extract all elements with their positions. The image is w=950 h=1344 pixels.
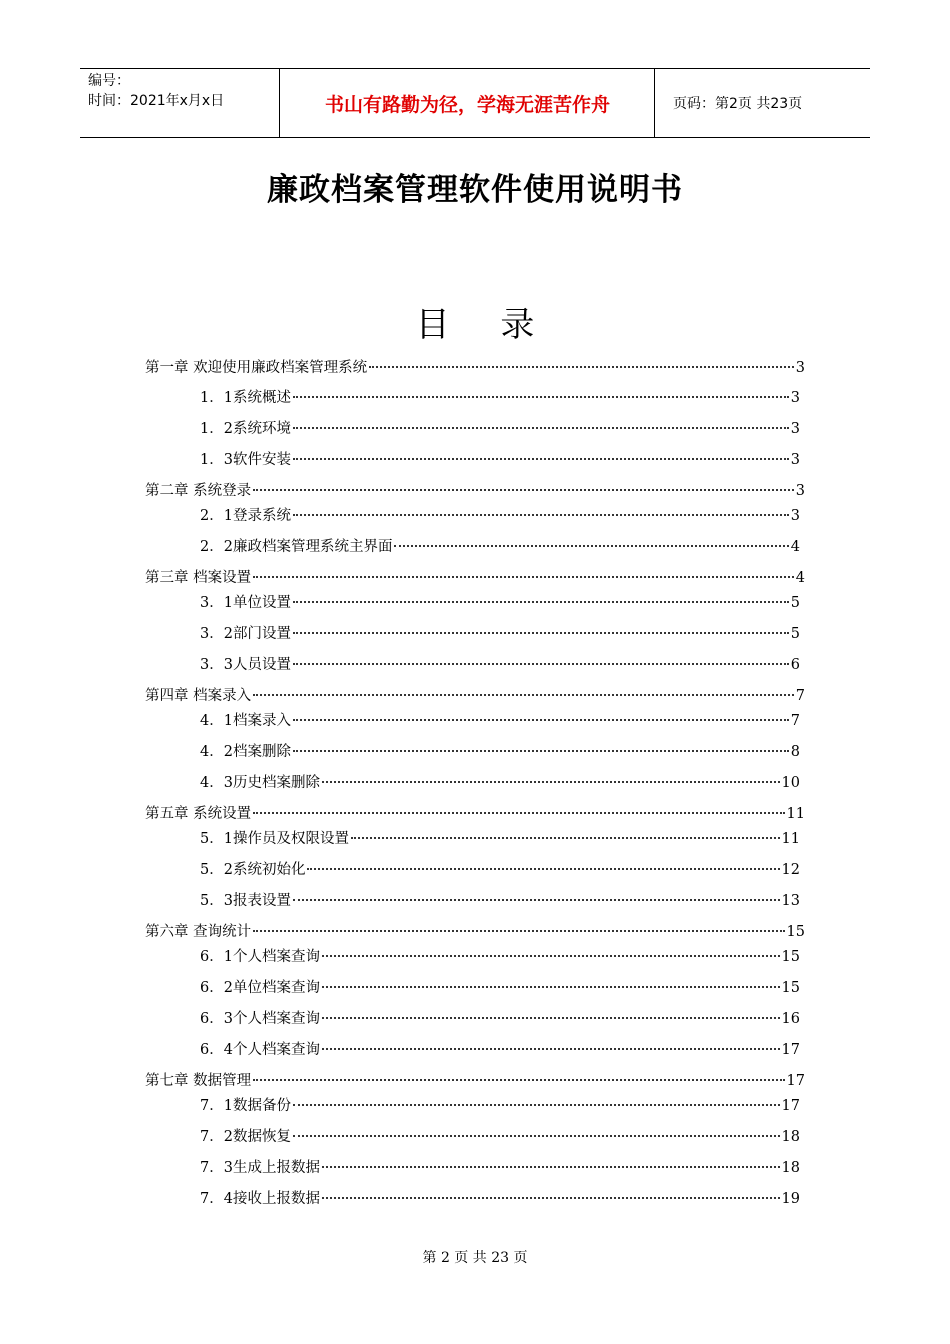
toc-entry-title: 3．1单位设置 (200, 595, 291, 611)
header-page-info (663, 69, 870, 137)
toc-leader-dots (293, 395, 789, 398)
toc-entry-title: 第七章 数据管理 (145, 1073, 252, 1089)
toc-leader-dots (293, 457, 789, 460)
header-meta (80, 69, 280, 137)
toc-leader-dots (293, 426, 789, 429)
toc-section-entry[interactable] (200, 1187, 800, 1207)
toc-entry-page: 11 (786, 806, 805, 822)
toc-entry-title: 6．3个人档案查询 (200, 1011, 320, 1027)
toc-entry-title: 5．3报表设置 (200, 893, 291, 909)
toc-leader-dots (253, 693, 794, 696)
toc-entry-page: 7 (790, 713, 800, 729)
toc-heading: 目 录 (415, 305, 555, 345)
toc-entry-page: 17 (786, 1073, 805, 1089)
toc-section-entry[interactable] (200, 827, 800, 847)
toc-chapter-entry[interactable] (145, 479, 805, 499)
toc-leader-dots (293, 749, 789, 752)
toc-leader-dots (394, 544, 788, 547)
toc-leader-dots (293, 600, 789, 603)
toc-chapter-entry[interactable] (145, 566, 805, 586)
toc-leader-dots (351, 836, 780, 839)
toc-entry-page: 5 (790, 595, 800, 611)
toc-entry-title: 4．3历史档案删除 (200, 775, 320, 791)
toc-leader-dots (293, 1134, 780, 1137)
toc-chapter-entry[interactable] (145, 356, 805, 376)
toc-entry-page: 3 (790, 421, 800, 437)
toc-entry-page: 17 (781, 1098, 800, 1114)
toc-leader-dots (293, 718, 789, 721)
toc-section-entry[interactable] (200, 591, 800, 611)
toc-section-entry[interactable] (200, 709, 800, 729)
toc-section-entry[interactable] (200, 976, 800, 996)
toc-chapter-entry[interactable] (145, 1069, 805, 1089)
toc-leader-dots (293, 662, 789, 665)
toc-entry-page: 6 (790, 657, 800, 673)
toc-entry-title: 第六章 查询统计 (145, 924, 252, 940)
toc-entry-title: 7．1数据备份 (200, 1098, 291, 1114)
toc-entry-title: 3．3人员设置 (200, 657, 291, 673)
toc-section-entry[interactable] (200, 1038, 800, 1058)
toc-leader-dots (322, 780, 780, 783)
toc-section-entry[interactable] (200, 1156, 800, 1176)
toc-entry-page: 11 (781, 831, 800, 847)
toc-entry-title: 第五章 系统设置 (145, 806, 252, 822)
toc-section-entry[interactable] (200, 740, 800, 760)
toc-leader-dots (253, 811, 784, 814)
toc-entry-title: 2．2廉政档案管理系统主界面 (200, 539, 393, 555)
toc-section-entry[interactable] (200, 771, 800, 791)
toc-section-entry[interactable] (200, 1007, 800, 1027)
toc-leader-dots (322, 1047, 780, 1050)
toc-entry-page: 12 (781, 862, 800, 878)
toc-entry-page: 15 (781, 980, 800, 996)
toc-leader-dots (369, 365, 794, 368)
toc-entry-title: 1．1系统概述 (200, 390, 291, 406)
toc-entry-page: 4 (790, 539, 800, 555)
toc-section-entry[interactable] (200, 622, 800, 642)
header-motto: 书山有路勤为径，学海无涯苦作舟 (281, 69, 655, 137)
toc-section-entry[interactable] (200, 417, 800, 437)
toc-entry-page: 18 (781, 1129, 800, 1145)
header-page-info-text: 页码：第2页 共23页 (673, 96, 803, 112)
toc-entry-page: 3 (795, 483, 805, 499)
toc-section-entry[interactable] (200, 945, 800, 965)
toc-entry-title: 5．1操作员及权限设置 (200, 831, 349, 847)
toc-leader-dots (322, 1165, 780, 1168)
toc-entry-title: 7．2数据恢复 (200, 1129, 291, 1145)
toc-entry-title: 第二章 系统登录 (145, 483, 252, 499)
time-label: 时间：2021年x月x日 (88, 93, 225, 109)
toc-entry-page: 10 (781, 775, 800, 791)
toc-leader-dots (253, 488, 794, 491)
toc-entry-page: 17 (781, 1042, 800, 1058)
toc-section-entry[interactable] (200, 448, 800, 468)
toc-entry-page: 5 (790, 626, 800, 642)
toc-entry-title: 5．2系统初始化 (200, 862, 306, 878)
serial-label: 编号： (88, 73, 130, 89)
document-title: 廉政档案管理软件使用说明书 (267, 172, 683, 208)
page-header (80, 68, 870, 138)
toc-chapter-entry[interactable] (145, 684, 805, 704)
toc-entry-title: 4．1档案录入 (200, 713, 291, 729)
toc-leader-dots (322, 985, 780, 988)
toc-chapter-entry[interactable] (145, 802, 805, 822)
toc-entry-page: 15 (786, 924, 805, 940)
toc-leader-dots (307, 867, 779, 870)
toc-entry-title: 第四章 档案录入 (145, 688, 252, 704)
toc-leader-dots (293, 631, 789, 634)
toc-entry-title: 1．2系统环境 (200, 421, 291, 437)
toc-entry-page: 3 (790, 452, 800, 468)
toc-entry-page: 19 (781, 1191, 800, 1207)
toc-entry-title: 6．2单位档案查询 (200, 980, 320, 996)
toc-leader-dots (322, 954, 780, 957)
toc-entry-page: 7 (795, 688, 805, 704)
toc-entry-title: 第一章 欢迎使用廉政档案管理系统 (145, 360, 368, 376)
toc-entry-title: 7．3生成上报数据 (200, 1160, 320, 1176)
toc-leader-dots (253, 575, 794, 578)
toc-leader-dots (322, 1196, 780, 1199)
toc-entry-title: 2．1登录系统 (200, 508, 291, 524)
toc-section-entry[interactable] (200, 386, 800, 406)
toc-leader-dots (293, 898, 780, 901)
toc-section-entry[interactable] (200, 1094, 800, 1114)
toc-entry-title: 6．4个人档案查询 (200, 1042, 320, 1058)
toc-entry-page: 18 (781, 1160, 800, 1176)
toc-section-entry[interactable] (200, 504, 800, 524)
toc-leader-dots (253, 1078, 784, 1081)
toc-entry-page: 4 (795, 570, 805, 586)
toc-entry-title: 第三章 档案设置 (145, 570, 252, 586)
toc-entry-page: 15 (781, 949, 800, 965)
toc-entry-title: 6．1个人档案查询 (200, 949, 320, 965)
toc-entry-title: 4．2档案删除 (200, 744, 291, 760)
toc-section-entry[interactable] (200, 535, 800, 555)
toc-leader-dots (253, 929, 784, 932)
toc-entry-title: 1．3软件安装 (200, 452, 291, 468)
toc-section-entry[interactable] (200, 889, 800, 909)
toc-entry-page: 3 (790, 390, 800, 406)
toc-leader-dots (322, 1016, 780, 1019)
toc-entry-page: 8 (790, 744, 800, 760)
toc-entry-page: 13 (781, 893, 800, 909)
toc-entry-page: 16 (781, 1011, 800, 1027)
toc-section-entry[interactable] (200, 1125, 800, 1145)
toc-leader-dots (293, 1103, 780, 1106)
toc-entry-title: 7．4接收上报数据 (200, 1191, 320, 1207)
page-footer: 第 2 页 共 23 页 (422, 1250, 528, 1266)
toc-section-entry[interactable] (200, 858, 800, 878)
toc-entry-page: 3 (790, 508, 800, 524)
toc-entry-title: 3．2部门设置 (200, 626, 291, 642)
toc-chapter-entry[interactable] (145, 920, 805, 940)
toc-section-entry[interactable] (200, 653, 800, 673)
toc-leader-dots (293, 513, 789, 516)
toc-entry-page: 3 (795, 360, 805, 376)
